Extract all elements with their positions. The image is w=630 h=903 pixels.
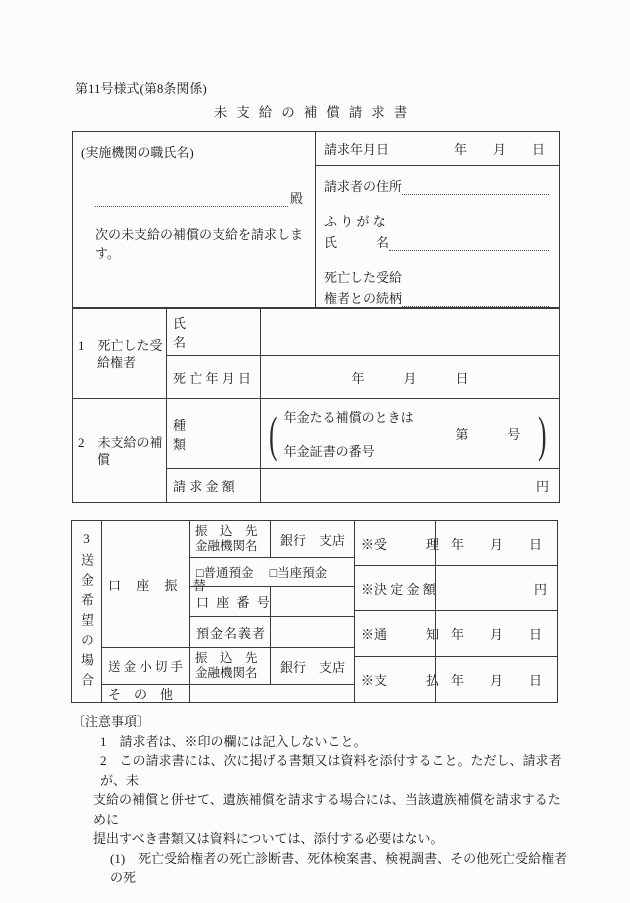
other-field[interactable] [190, 685, 354, 702]
section1-label-line2: 給権者 [97, 354, 137, 370]
account-holder-field[interactable] [271, 617, 354, 648]
claim-statement: 次の未支給の補償の支給を請求します。 [95, 227, 304, 261]
relation-label-line2: 権者との続柄 [324, 291, 403, 306]
current-deposit-checkbox[interactable]: □当座預金 [269, 566, 328, 580]
type-note-line2: 年金証書の番号 [283, 444, 375, 459]
deposit-type-row [190, 558, 354, 587]
notes-heading: 〔注意事項〕 [72, 714, 151, 729]
death-date-label: 死 亡 年 月 日 [167, 356, 261, 399]
notes-section [72, 712, 568, 888]
accept-date-field[interactable]: 年 月 日 [436, 521, 557, 566]
note-item-2-line2: 支給の補償と併せて、遺族補償を請求する場合には、当該遺族補償を請求するために [93, 792, 561, 827]
claimant-info-cell [316, 132, 559, 307]
payment-date-field[interactable]: 年 月 日 [450, 673, 542, 688]
relation-label-line1: 死亡した受給 [324, 270, 403, 285]
remittance-table [71, 520, 558, 703]
recipient-name-field[interactable] [95, 193, 288, 207]
account-holder-label: 預金名義者 [190, 617, 271, 648]
deceased-name-field[interactable] [261, 309, 559, 356]
section2-label-line1: 2 未支給の補 [78, 434, 163, 450]
decided-amount-label: ※決 定 金 額 [355, 566, 436, 611]
section2-label [73, 399, 167, 502]
claimant-name-row [324, 232, 549, 251]
other-label: そ の 他 [102, 685, 190, 702]
relation-row [324, 288, 549, 307]
notice-date-field[interactable]: 年 月 日 [436, 611, 557, 657]
relation-field[interactable] [402, 293, 549, 307]
bracket-right-icon: ) [538, 405, 547, 462]
section3-vertical-label: 3送金希望の場合 [79, 530, 94, 693]
account-number-label: 口 座 番 号 [190, 587, 271, 617]
decided-amount-field[interactable]: 円 [436, 566, 557, 611]
compensation-type-label: 種 類 [167, 399, 261, 469]
remittance-left-block [102, 521, 355, 702]
claim-date-field[interactable]: 年 月 日 [453, 142, 545, 157]
main-table [72, 308, 560, 503]
compensation-type-cell [261, 399, 559, 469]
accept-label: ※受 理 [355, 521, 436, 566]
account-number-field[interactable] [271, 587, 354, 617]
type-note-line1: 年金たる補償のときは [283, 410, 414, 425]
notice-label: ※通 知 [355, 611, 436, 657]
official-use-block [355, 521, 557, 702]
note-item-2-sub1: (1) 死亡受給権者の死亡診断書、死体検案書、検視調書、その他死亡受給権者の死 [110, 850, 568, 885]
claimant-details [316, 166, 559, 307]
page-title: 未支給の補償請求書 [213, 105, 417, 120]
claimant-name-label: 氏 名 [324, 235, 390, 250]
furigana-label: ふ り が な [324, 214, 386, 229]
transfer-bank-label-line2: 金融機関名 [195, 539, 258, 553]
claimant-address-row [324, 176, 549, 195]
transfer-bank-branch-field[interactable]: 銀行 支店 [271, 521, 354, 558]
recipient-row [95, 188, 303, 207]
section1-label-line1: 1 死亡した受 [78, 337, 163, 353]
check-bank-branch-field[interactable]: 銀行 支店 [271, 648, 354, 685]
type-note [284, 407, 414, 460]
form-number: 第11号様式(第8条関係) [75, 81, 207, 96]
check-bank-label [190, 648, 271, 685]
claimant-name-field[interactable] [389, 237, 549, 251]
claim-amount-field[interactable]: 円 [535, 479, 549, 494]
claimant-address-label: 請求者の住所 [324, 179, 403, 194]
check-bank-label-line1: 振 込 先 [195, 651, 258, 665]
bracket-left-icon: ( [269, 405, 278, 462]
agency-label: (実施機関の職氏名) [81, 145, 194, 160]
payment-label: ※支 払 [355, 657, 436, 702]
section1-label [73, 309, 167, 399]
dono-label: 殿 [289, 191, 303, 206]
section2-label-line2: 償 [97, 451, 111, 467]
note-item-1: 1 請求者は、※印の欄には記入しないこと。 [100, 733, 367, 749]
header-table [72, 131, 560, 308]
pension-certificate-number-field[interactable]: 第 号 [455, 427, 521, 442]
remittance-check-label: 送 金 小 切 手 [102, 648, 190, 685]
note-item-2-line3: 提出すべき書類又は資料については、添付する必要はない。 [93, 831, 444, 846]
claimant-address-field[interactable] [402, 181, 549, 195]
death-date-field[interactable]: 年 月 日 [261, 356, 559, 399]
transfer-bank-label [190, 521, 271, 558]
agency-cell [73, 132, 316, 307]
deceased-name-label: 氏 名 [167, 309, 261, 356]
claim-amount-label: 請 求 金 額 [167, 469, 261, 502]
claim-date-row [316, 132, 559, 166]
account-transfer-label: 口 座 振 替 [102, 521, 190, 648]
transfer-bank-label-line1: 振 込 先 [195, 524, 258, 538]
claim-date-label: 請求年月日 [324, 142, 390, 157]
check-bank-label-line2: 金融機関名 [195, 666, 258, 680]
note-item-2-line1: 2 この請求書には、次に掲げる書類又は資料を添付すること。ただし、請求者が、未 [100, 753, 562, 788]
section3-vertical-label-cell [72, 521, 102, 702]
ordinary-deposit-checkbox[interactable]: □普通預金 [196, 566, 254, 580]
